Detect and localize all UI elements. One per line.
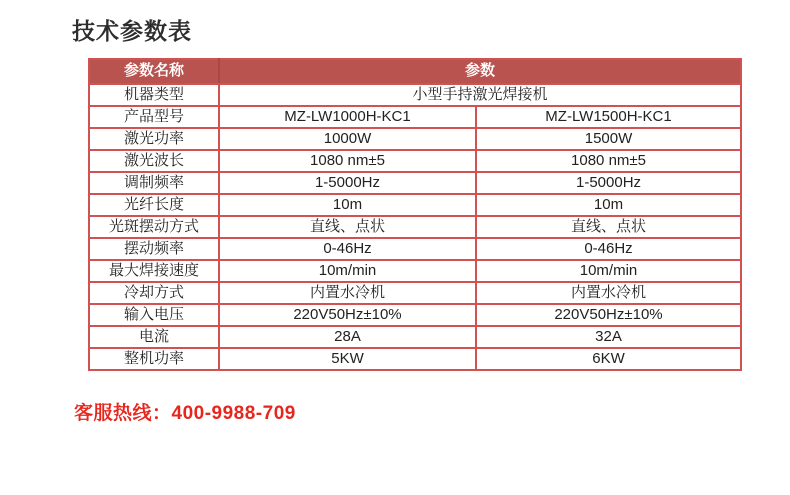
table-row bbox=[89, 238, 741, 260]
spec-table bbox=[88, 58, 742, 371]
param-value-cell: 28A bbox=[219, 326, 476, 348]
param-label-cell: 光斑摆动方式 bbox=[89, 216, 219, 238]
table-header-row bbox=[89, 59, 741, 84]
param-value-cell: 0-46Hz bbox=[476, 238, 741, 260]
param-value-cell: 1080 nm±5 bbox=[219, 150, 476, 172]
param-merged-value-cell: 小型手持激光焊接机 bbox=[219, 84, 741, 106]
param-label-cell: 调制频率 bbox=[89, 172, 219, 194]
table-row bbox=[89, 150, 741, 172]
param-value-cell: 220V50Hz±10% bbox=[219, 304, 476, 326]
param-value-cell: MZ-LW1000H-KC1 bbox=[219, 106, 476, 128]
header-param-value: 参数 bbox=[219, 59, 741, 84]
param-label-cell: 整机功率 bbox=[89, 348, 219, 370]
param-label-cell: 产品型号 bbox=[89, 106, 219, 128]
table-row bbox=[89, 172, 741, 194]
param-label-cell: 输入电压 bbox=[89, 304, 219, 326]
param-label-cell: 激光波长 bbox=[89, 150, 219, 172]
param-label-cell: 冷却方式 bbox=[89, 282, 219, 304]
table-row bbox=[89, 282, 741, 304]
param-label-cell: 激光功率 bbox=[89, 128, 219, 150]
page-title: 技术参数表 bbox=[72, 18, 192, 44]
param-value-cell: 10m/min bbox=[219, 260, 476, 282]
param-value-cell: 1080 nm±5 bbox=[476, 150, 741, 172]
param-value-cell: 1-5000Hz bbox=[476, 172, 741, 194]
param-value-cell: 10m bbox=[219, 194, 476, 216]
table-row bbox=[89, 304, 741, 326]
param-label-cell: 机器类型 bbox=[89, 84, 219, 106]
param-value-cell: 32A bbox=[476, 326, 741, 348]
param-value-cell: 1-5000Hz bbox=[219, 172, 476, 194]
param-value-cell: 内置水冷机 bbox=[219, 282, 476, 304]
table-row bbox=[89, 194, 741, 216]
param-value-cell: 10m bbox=[476, 194, 741, 216]
param-value-cell: 220V50Hz±10% bbox=[476, 304, 741, 326]
param-value-cell: 0-46Hz bbox=[219, 238, 476, 260]
table-row bbox=[89, 128, 741, 150]
param-label-cell: 光纤长度 bbox=[89, 194, 219, 216]
customer-service-hotline: 客服热线：400-9988-709 bbox=[74, 403, 296, 424]
param-value-cell: 直线、点状 bbox=[476, 216, 741, 238]
param-value-cell: 1500W bbox=[476, 128, 741, 150]
table-row bbox=[89, 216, 741, 238]
header-param-name: 参数名称 bbox=[89, 59, 219, 84]
table-row bbox=[89, 326, 741, 348]
param-label-cell: 电流 bbox=[89, 326, 219, 348]
param-label-cell: 最大焊接速度 bbox=[89, 260, 219, 282]
param-value-cell: MZ-LW1500H-KC1 bbox=[476, 106, 741, 128]
param-value-cell: 1000W bbox=[219, 128, 476, 150]
table-row bbox=[89, 260, 741, 282]
table-row bbox=[89, 348, 741, 370]
table-row bbox=[89, 106, 741, 128]
table-row bbox=[89, 84, 741, 106]
param-label-cell: 摆动频率 bbox=[89, 238, 219, 260]
param-value-cell: 内置水冷机 bbox=[476, 282, 741, 304]
param-value-cell: 直线、点状 bbox=[219, 216, 476, 238]
param-value-cell: 5KW bbox=[219, 348, 476, 370]
param-value-cell: 6KW bbox=[476, 348, 741, 370]
param-value-cell: 10m/min bbox=[476, 260, 741, 282]
